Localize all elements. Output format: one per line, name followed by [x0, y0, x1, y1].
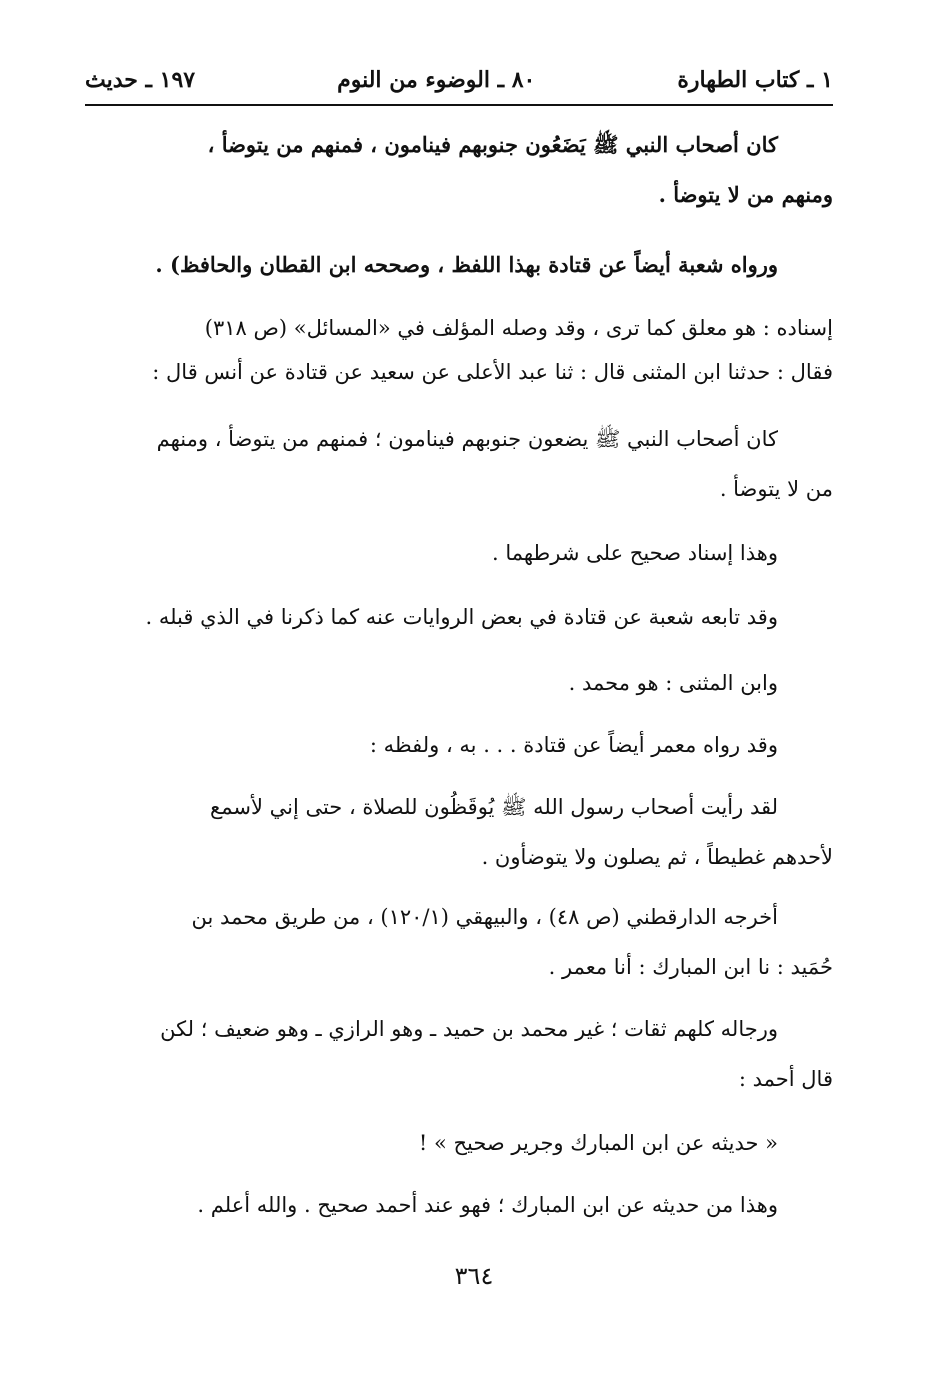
paragraph-narration-note — [85, 240, 833, 290]
paragraph-hadith-quote-2 — [85, 782, 833, 882]
text-line: وقد رواه معمر أيضاً عن قتادة . . . به ، ولفظه : — [369, 733, 778, 757]
text-line: ومنهم من لا يتوضأ . — [658, 182, 833, 207]
text-line: كان أصحاب النبي ﷺ يضعون جنوبهم فينامون ؛ فمنهم من يتوضأ ، ومنهم — [156, 427, 778, 451]
text-line: « حديثه عن ابن المبارك وجرير صحيح » ! — [418, 1131, 778, 1155]
paragraph-hadith-text — [85, 120, 833, 220]
text-line: وابن المثنى : هو محمد . — [568, 671, 778, 695]
paragraph-narrator-note — [85, 658, 833, 708]
text-line: فقال : حدثنا ابن المثنى قال : ثنا عبد الأعلى عن سعيد عن قتادة عن أنس قال : — [152, 360, 833, 384]
paragraph-takhrij — [85, 892, 833, 992]
header-chapter: ١ ـ كتاب الطهارة — [677, 67, 833, 93]
page-number: ٣٦٤ — [454, 1262, 494, 1290]
text-line: إسناده : هو معلق كما ترى ، وقد وصله المؤلف في «المسائل» (ص ٣١٨) — [204, 316, 833, 340]
paragraph-conclusion — [85, 1180, 833, 1230]
paragraph-grading — [85, 528, 833, 578]
text-line: وهذا من حديثه عن ابن المبارك ؛ فهو عند أحمد صحيح . والله أعلم . — [197, 1193, 778, 1217]
paragraph-mamar-narration — [85, 720, 833, 770]
header-section: ٨٠ ـ الوضوء من النوم — [337, 67, 536, 93]
paragraph-corroboration — [85, 592, 833, 642]
text-line: قال أحمد : — [738, 1067, 833, 1091]
paragraph-narrators — [85, 1004, 833, 1104]
text-line: لأحدهم غطيطاً ، ثم يصلون ولا يتوضأون . — [481, 845, 833, 869]
text-line: وهذا إسناد صحيح على شرطهما . — [491, 541, 778, 565]
text-line: أخرجه الدارقطني (ص ٤٨) ، والبيهقي (١٢٠/١) ، من طريق محمد بن — [191, 905, 778, 929]
text-line: وقد تابعه شعبة عن قتادة في بعض الروايات عنه كما ذكرنا في الذي قبله . — [145, 605, 778, 629]
paragraph-hadith-quote — [85, 414, 833, 514]
text-line: حُمَيد : نا ابن المبارك : أنا معمر . — [548, 955, 833, 979]
paragraph-ahmad-quote — [85, 1118, 833, 1168]
header-hadith-number: ١٩٧ ـ حديث — [85, 67, 196, 93]
paragraph-isnad — [85, 306, 833, 394]
text-line: لقد رأيت أصحاب رسول الله ﷺ يُوقَظُون للصلاة ، حتى إني لأسمع — [210, 795, 778, 819]
text-line: ورجاله كلهم ثقات ؛ غير محمد بن حميد ـ وهو الرازي ـ وهو ضعيف ؛ لكن — [160, 1017, 778, 1041]
text-line: من لا يتوضأ . — [719, 477, 833, 501]
header-rule — [85, 104, 833, 106]
text-line: ورواه شعبة أيضاً عن قتادة بهذا اللفظ ، وصححه ابن القطان والحافظ) . — [155, 252, 778, 277]
running-header — [85, 60, 833, 100]
text-line: كان أصحاب النبي ﷺ يَضَعُون جنوبهم فينامون ، فمنهم من يتوضأ ، — [207, 132, 778, 157]
